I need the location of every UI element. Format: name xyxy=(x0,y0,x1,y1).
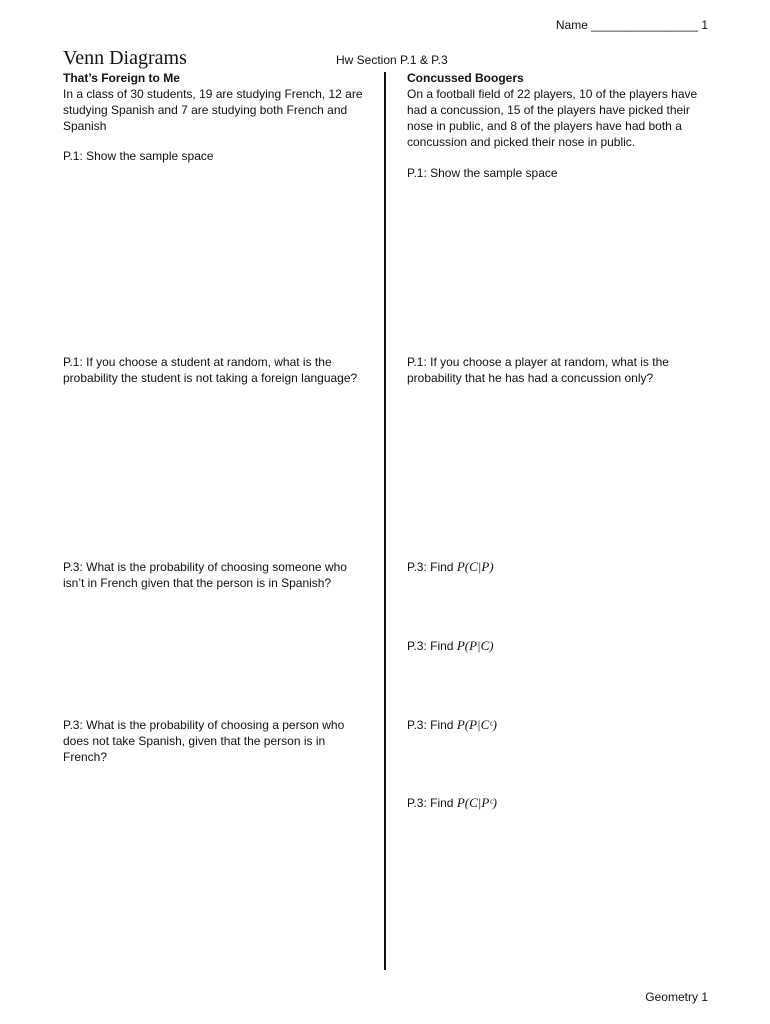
page-title: Venn Diagrams xyxy=(63,47,187,69)
find-prefix: P.3: Find xyxy=(407,639,457,653)
right-intro: On a football field of 22 players, 10 of the players have had a concussion, 15 of the players have picked their nose in public, and 8 of the players have had both a concussion and picked their nose in public. xyxy=(407,87,698,149)
find-prefix: P.3: Find xyxy=(407,796,457,810)
hw-section-label: Hw Section P.1 & P.3 xyxy=(336,53,448,67)
right-question-3 xyxy=(407,559,712,575)
right-question-2: P.1: If you choose a player at random, what is the probability that he has had a concussion only? xyxy=(407,355,669,385)
left-question-3: P.3: What is the probability of choosing someone who isn’t in French given that the person is in Spanish? xyxy=(63,560,347,590)
find-prefix: P.3: Find xyxy=(407,560,457,574)
math-expression: P(C|P) xyxy=(456,559,494,574)
right-question-1: P.1: Show the sample space xyxy=(407,166,558,180)
right-heading: Concussed Boogers xyxy=(407,71,524,85)
right-question-4 xyxy=(407,638,712,654)
column-divider xyxy=(384,72,386,970)
left-question-2: P.1: If you choose a student at random, what is the probability the student is not taking a foreign language? xyxy=(63,355,358,385)
left-question-1: P.1: Show the sample space xyxy=(63,149,214,163)
math-expression: P(P|Cᶜ) xyxy=(456,717,498,732)
left-question-4: P.3: What is the probability of choosing a person who does not take Spanish, given that the person is in French? xyxy=(63,718,345,764)
math-expression: P(C|Pᶜ) xyxy=(456,795,498,810)
name-line: Name ________________ 1 xyxy=(555,18,708,32)
left-intro: In a class of 30 students, 19 are studying French, 12 are studying Spanish and 7 are studying both French and Spanish xyxy=(63,87,363,133)
right-question-6 xyxy=(407,795,712,811)
footer-label: Geometry 1 xyxy=(645,990,708,1004)
left-heading: That’s Foreign to Me xyxy=(63,71,180,85)
right-question-5 xyxy=(407,717,712,733)
find-prefix: P.3: Find xyxy=(407,718,457,732)
math-expression: P(P|C) xyxy=(456,638,494,653)
